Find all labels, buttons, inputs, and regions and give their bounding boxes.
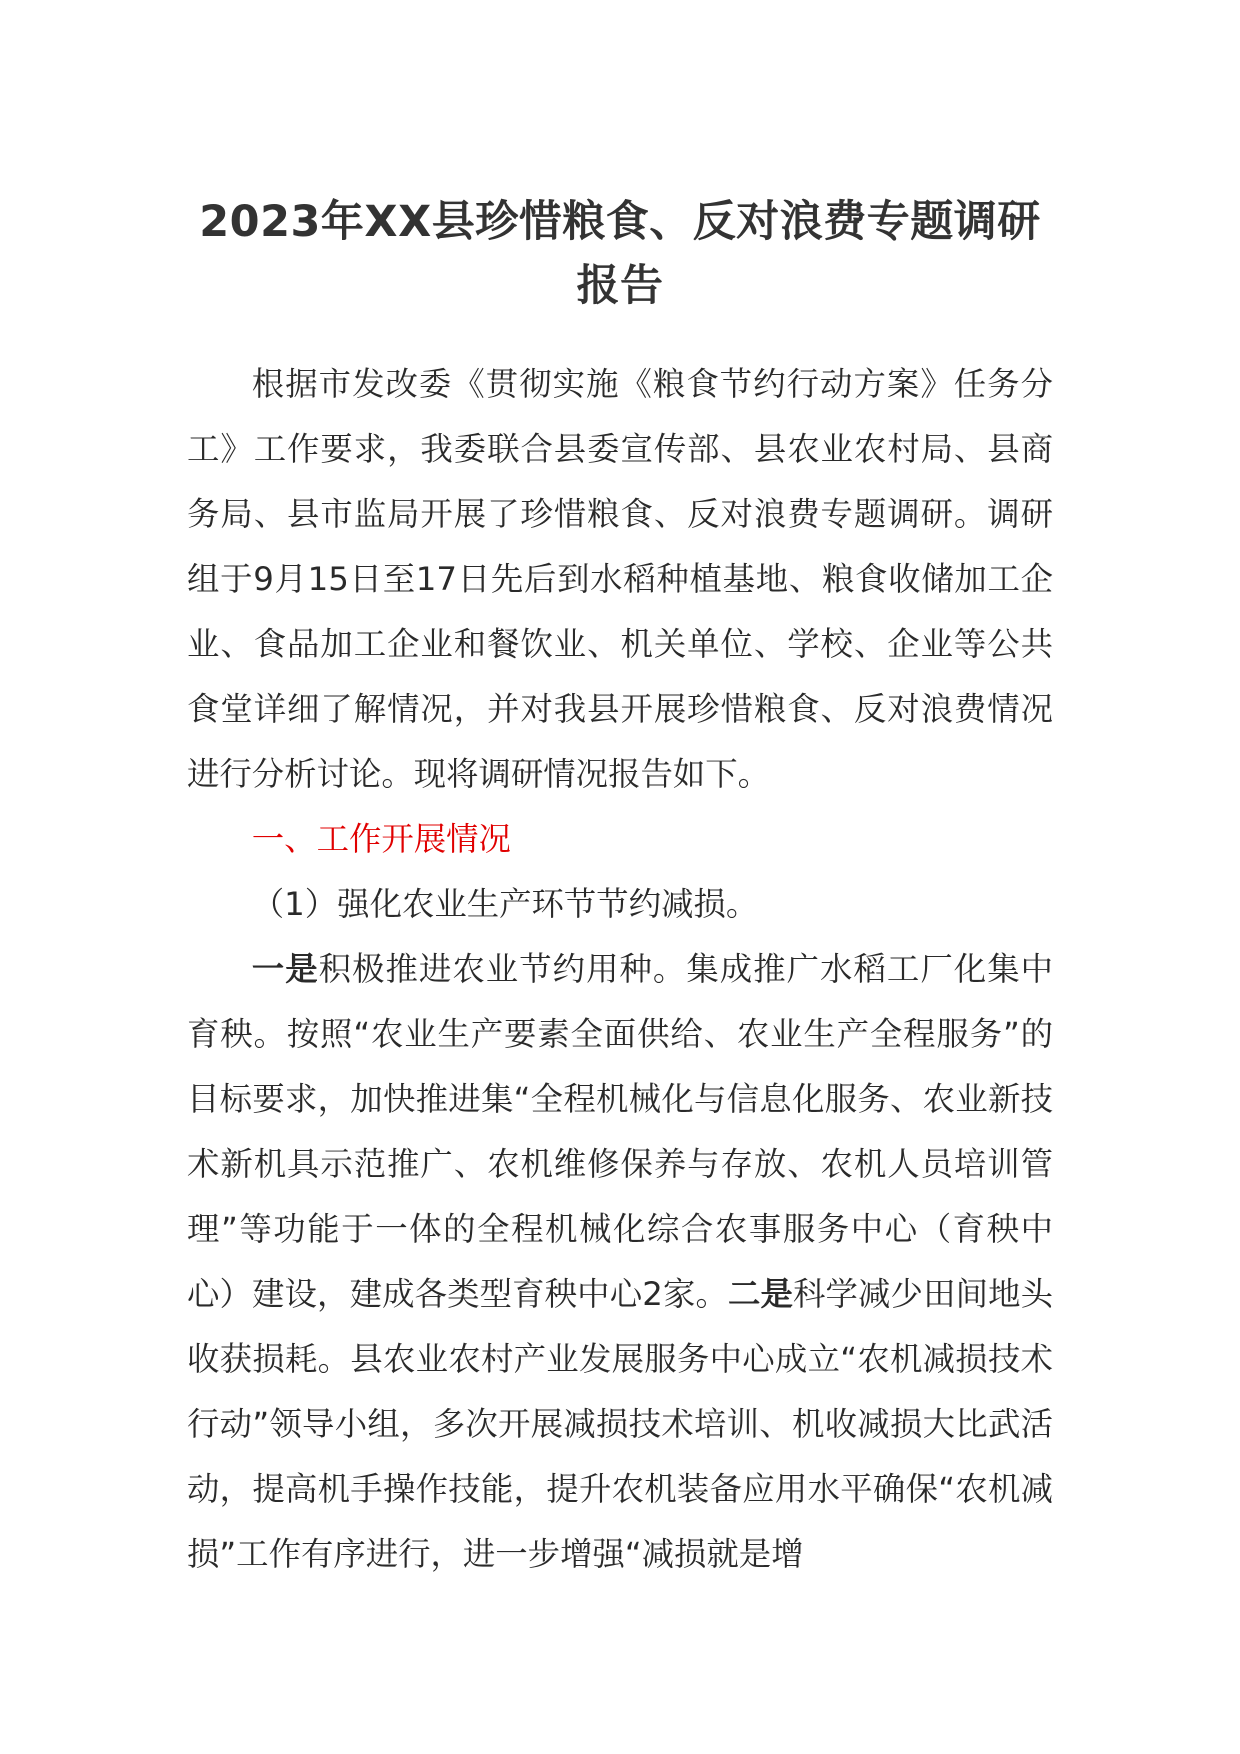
section-heading: 一、工作开展情况 [251,820,511,858]
document-title: 2023年XX县珍惜粮食、反对浪费专题调研报告 [199,197,1041,311]
point-text-1: 积极推进农业节约用种。集成推广水稻工厂化集中育秧。按照“农业生产要素全面供给、农业生产全程服务”的目标要求，加快推进集“全程机械化与信息化服务、农业新技术新机具示范推广、农机维修保养与存放、农机人员培训管理”等功能于一体的全程机械化综合农事服务中心（育秧中心）建设，建成各类型育秧中心2家。 [187,950,1054,1313]
point-lead-2: 二是 [727,1275,794,1313]
point-lead-1: 一是 [251,950,319,988]
document-page [187,190,1053,1587]
document-body [187,352,1053,1587]
body-paragraph [187,937,1053,1587]
point-text-2: 科学减少田间地头收获损耗。县农业农村产业发展服务中心成立“农机减损技术行动”领导小组，多次开展减损技术培训、机收减损大比武活动，提高机手操作技能，提升农机装备应用水平确保“农机减损”工作有序进行，进一步增强“减损就是增 [187,1275,1054,1573]
subsection-heading: （1）强化农业生产环节节约减损。 [251,885,759,923]
intro-paragraph: 根据市发改委《贯彻实施《粮食节约行动方案》任务分工》工作要求，我委联合县委宣传部、县农业农村局、县商务局、县市监局开展了珍惜粮食、反对浪费专题调研。调研组于9月15日至17日先后到水稻种植基地、粮食收储加工企业、食品加工企业和餐饮业、机关单位、学校、企业等公共食堂详细了解情况，并对我县开展珍惜粮食、反对浪费情况进行分析讨论。现将调研情况报告如下。 [187,365,1053,793]
